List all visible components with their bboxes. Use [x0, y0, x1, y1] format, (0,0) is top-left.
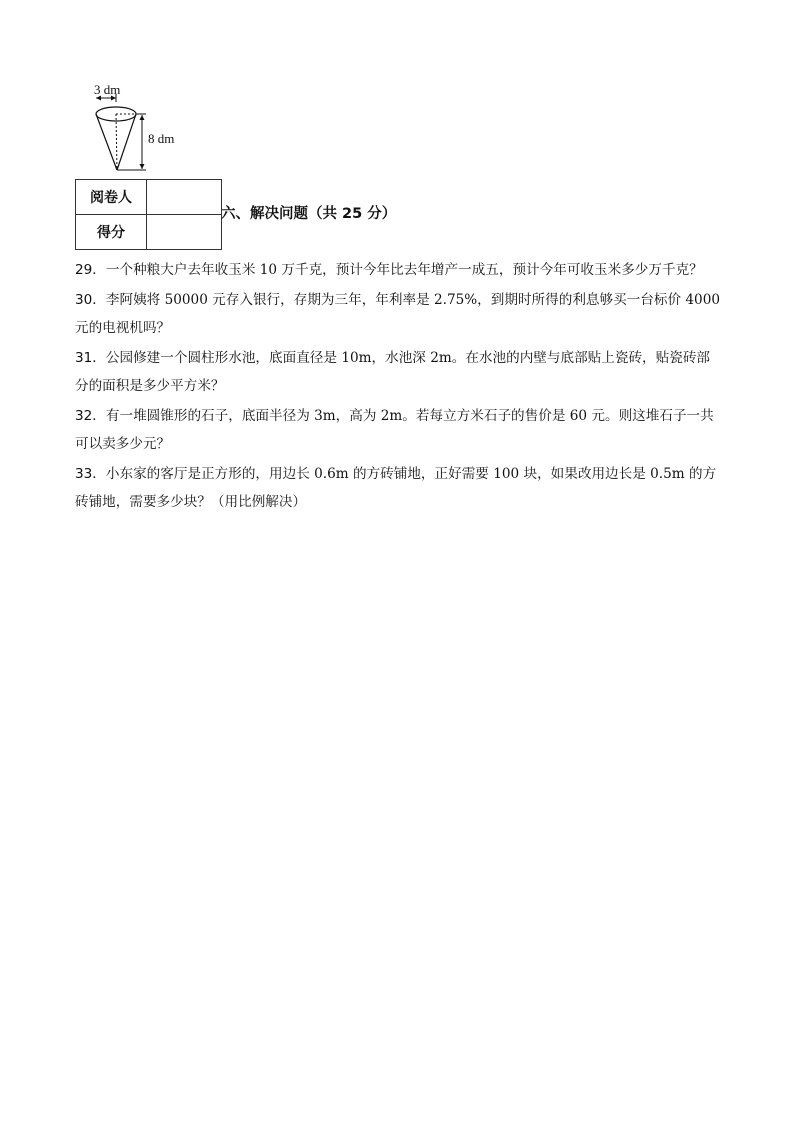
question-line: [75, 256, 745, 284]
question-number: 32．: [75, 408, 106, 424]
question-number: 30．: [75, 292, 106, 308]
question-31: [75, 344, 745, 400]
question-33: [75, 460, 745, 516]
cone-diagram-icon: [80, 80, 190, 178]
score-label: 得分: [76, 215, 147, 250]
score-table: [75, 179, 222, 250]
question-line: [75, 286, 745, 314]
section-title: 六、解决问题（共 25 分）: [221, 206, 397, 222]
question-line: [75, 460, 745, 488]
question-text: 李阿姨将 50000 元存入银行，存期为三年，年利率是 2.75%，到期时所得的利息够买一台标价 4000: [105, 292, 720, 308]
question-30: [75, 286, 745, 342]
question-32: [75, 402, 745, 458]
cone-figure: [80, 80, 190, 178]
question-line: [75, 344, 745, 372]
question-29: [75, 256, 745, 284]
score-field[interactable]: [147, 215, 222, 250]
question-list: [75, 256, 745, 518]
question-text: 有一堆圆锥形的石子，底面半径为 3m，高为 2m。若每立方米石子的售价是 60 元。则这堆石子一共: [105, 408, 714, 424]
score-table-row: [76, 180, 222, 215]
score-table-row: [76, 215, 222, 250]
question-line: 分的面积是多少平方米？: [75, 378, 225, 394]
height-label: 8 dm: [148, 131, 175, 146]
question-line: 可以卖多少元？: [75, 436, 171, 452]
question-text: 一个种粮大户去年收玉米 10 万千克，预计今年比去年增产一成五，预计今年可收玉米多少万千克？: [105, 262, 703, 278]
question-number: 29．: [75, 262, 106, 278]
reviewer-field[interactable]: [147, 180, 222, 215]
question-line: 元的电视机吗？: [75, 320, 171, 336]
radius-label: 3 dm: [94, 82, 121, 97]
question-number: 33．: [75, 466, 106, 482]
question-number: 31．: [75, 350, 106, 366]
reviewer-label: 阅卷人: [76, 180, 147, 215]
question-line: [75, 402, 745, 430]
question-text: 小东家的客厅是正方形的，用边长 0.6m 的方砖铺地，正好需要 100 块，如果改用边长是 0.5m 的方: [105, 466, 717, 482]
question-line: 砖铺地，需要多少块？（用比例解决）: [75, 494, 307, 510]
question-text: 公园修建一个圆柱形水池，底面直径是 10m，水池深 2m。在水池的内壁与底部贴上瓷砖，贴瓷砖部: [105, 350, 711, 366]
